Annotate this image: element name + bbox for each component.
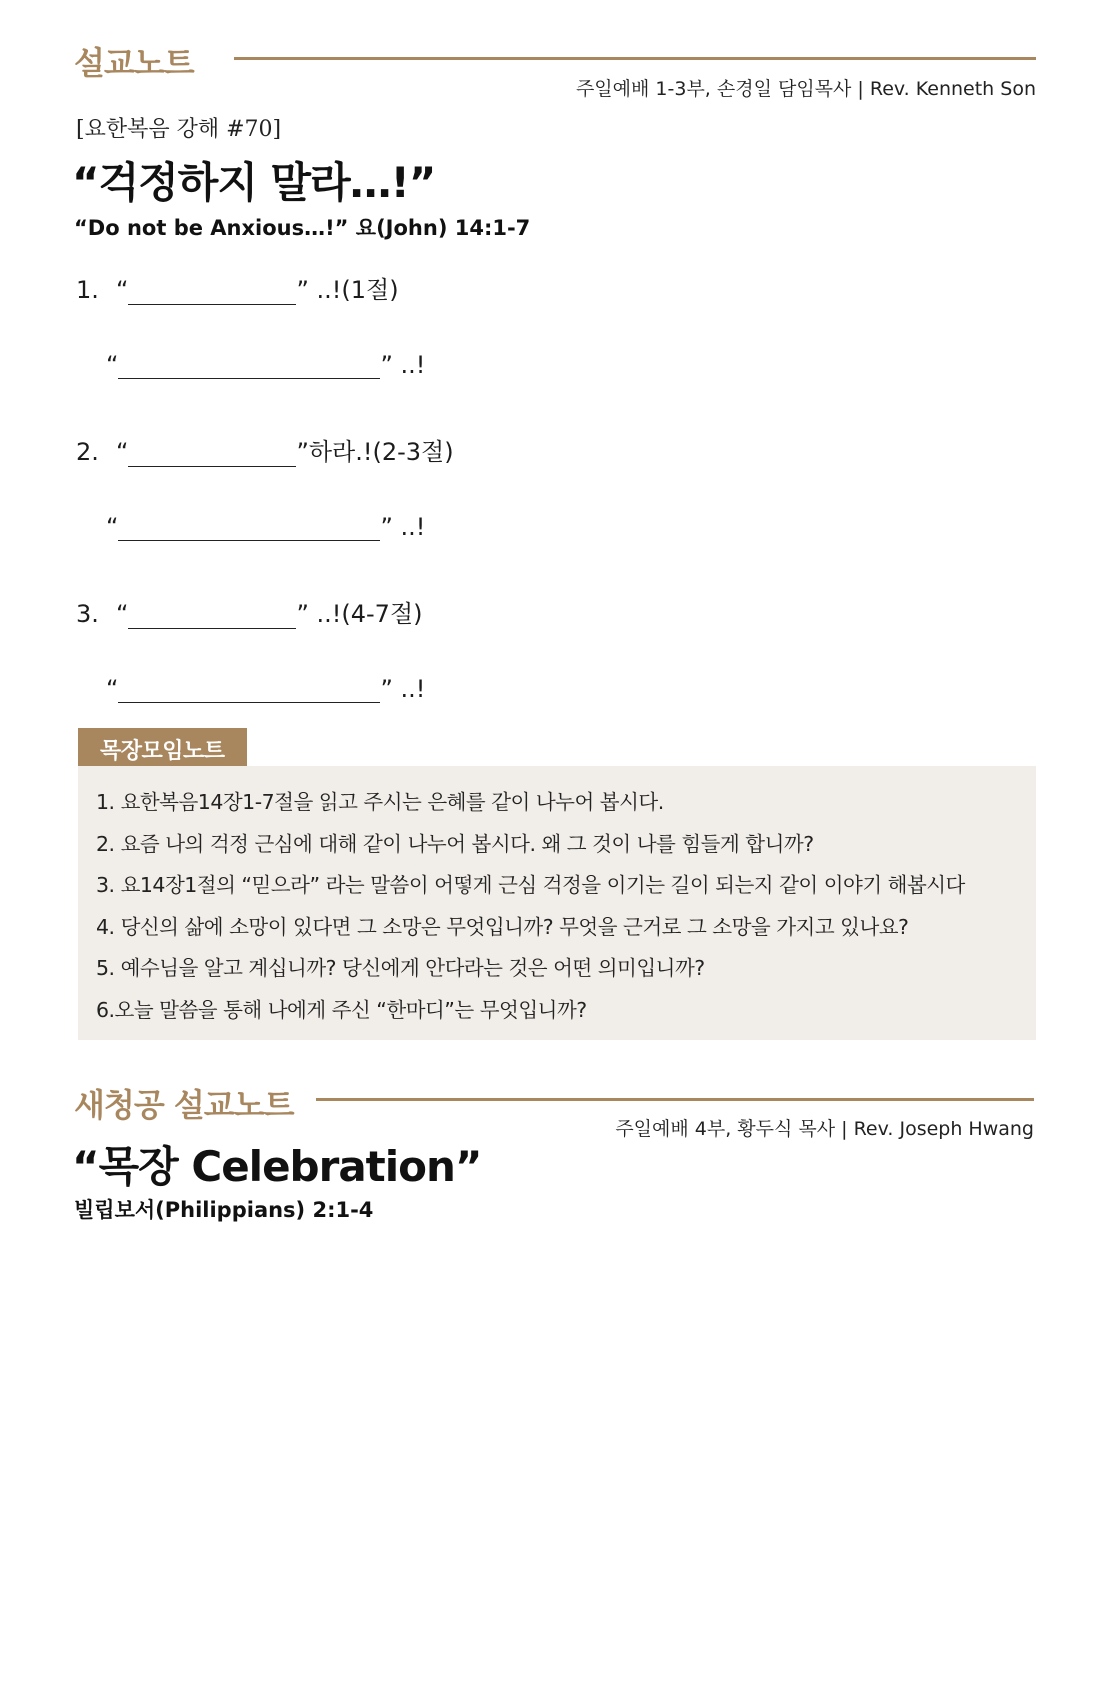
open-quote: “ <box>116 276 129 304</box>
outline-number: 3. <box>76 600 99 628</box>
open-quote: “ <box>116 600 129 628</box>
heading-rule <box>316 1098 1034 1101</box>
outline-sub-line <box>106 513 454 541</box>
series-label: [요한복음 강해 #70] <box>76 117 282 142</box>
outline-suffix: ” ..! <box>380 513 426 541</box>
outline-item <box>76 270 425 379</box>
fill-in-blank[interactable] <box>128 606 296 629</box>
sermon-title: “걱정하지 말라…!” <box>72 158 436 207</box>
outline-number: 1. <box>76 276 99 304</box>
question-item: 1. 요한복음14장1-7절을 읽고 주시는 은혜를 같이 나누어 봅시다. <box>96 790 664 814</box>
outline-suffix: ” ..! <box>380 675 426 703</box>
heading-rule <box>234 57 1036 60</box>
outline-main-line <box>76 594 425 629</box>
outline-sub-line <box>106 351 425 379</box>
fill-in-blank[interactable] <box>128 282 296 305</box>
open-quote: “ <box>106 351 119 379</box>
outline-main-line <box>76 432 454 467</box>
outline-suffix: ” ..! <box>380 351 426 379</box>
fill-in-blank[interactable] <box>128 444 296 467</box>
outline-main-line <box>76 270 425 305</box>
section-heading: 설교노트 <box>74 44 194 82</box>
outline-suffix: ”하라.!(2-3절) <box>296 438 454 466</box>
question-list <box>78 766 1036 1031</box>
open-quote: “ <box>106 513 119 541</box>
question-item: 5. 예수님을 알고 계십니까? 당신에게 안다라는 것은 어떤 의미입니까? <box>96 956 705 980</box>
fill-in-blank[interactable] <box>118 680 380 703</box>
scripture-reference: 빌립보서(Philippians) 2:1-4 <box>74 1198 374 1222</box>
question-item: 6.오늘 말씀을 통해 나에게 주신 “한마디”는 무엇입니까? <box>96 997 587 1022</box>
question-item: 4. 당신의 삶에 소망이 있다면 그 소망은 무엇입니까? 무엇을 근거로 그 소망을 가지고 있나요? <box>96 914 909 939</box>
preacher-byline: 주일예배 1-3부, 손경일 담임목사 | Rev. Kenneth Son <box>575 78 1036 100</box>
fill-in-blank[interactable] <box>118 518 380 541</box>
outline-number: 2. <box>76 438 99 466</box>
preacher-byline: 주일예배 4부, 황두식 목사 | Rev. Joseph Hwang <box>615 1118 1034 1140</box>
outline-sub-line <box>106 675 425 703</box>
outline-suffix: ” ..!(1절) <box>296 276 399 304</box>
question-item: 3. 요14장1절의 “믿으라” 라는 말씀이 어떻게 근심 걱정을 이기는 길이 되는지 같이 이야기 해봅시다 <box>96 873 965 897</box>
sermon-title: “목장 Celebration” <box>72 1142 482 1191</box>
fill-in-blank[interactable] <box>118 356 380 379</box>
group-notes-badge: 목장모임노트 <box>78 728 247 771</box>
outline-item <box>76 594 425 703</box>
question-item: 2. 요즘 나의 걱정 근심에 대해 같이 나누어 봅시다. 왜 그 것이 나를 힘들게 합니까? <box>96 831 814 856</box>
outline-suffix: ” ..!(4-7절) <box>296 600 423 628</box>
open-quote: “ <box>106 675 119 703</box>
outline-item <box>76 432 454 541</box>
section-heading: 새청공 설교노트 <box>74 1086 294 1124</box>
group-questions-box <box>78 766 1036 1040</box>
scripture-reference: “Do not be Anxious…!” 요(John) 14:1-7 <box>74 216 531 240</box>
open-quote: “ <box>116 438 129 466</box>
